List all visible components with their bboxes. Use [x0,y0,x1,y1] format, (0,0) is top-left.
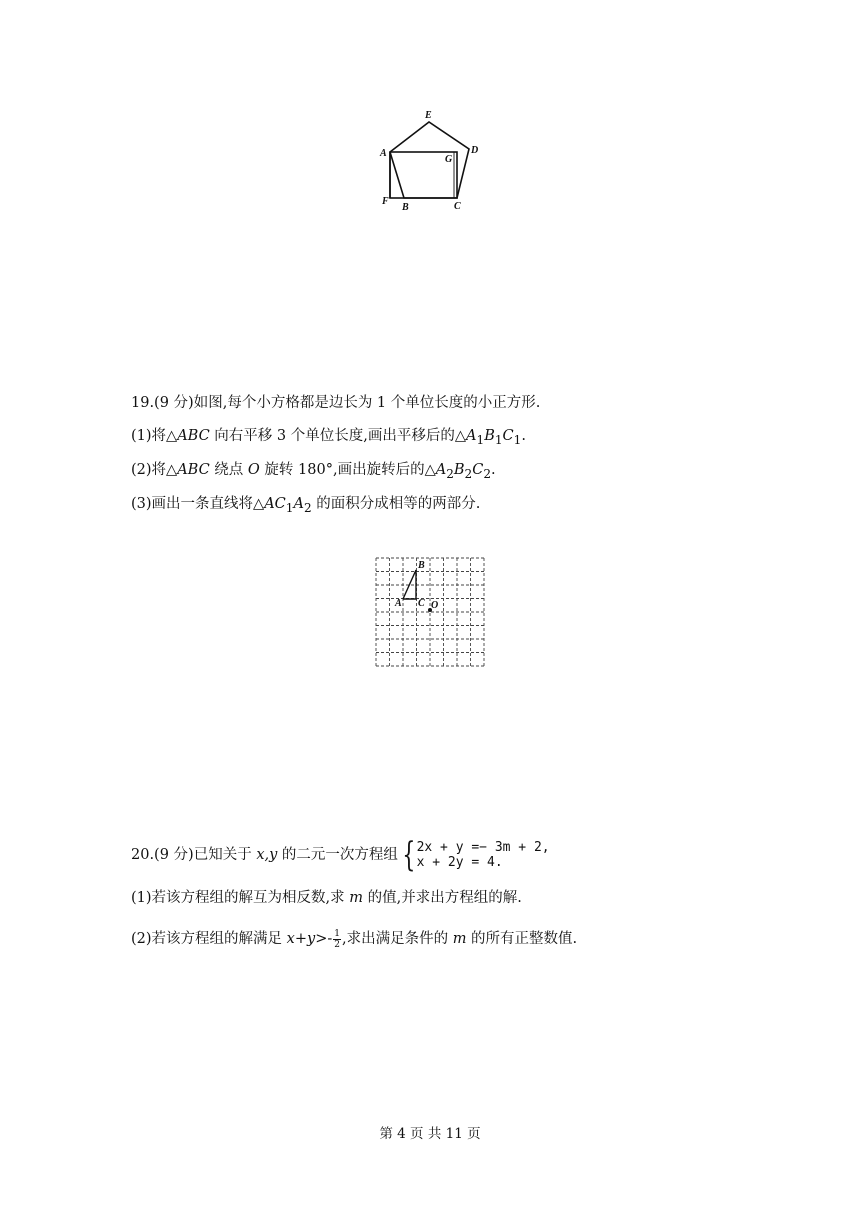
page-footer: 第 4 页 共 11 页 [379,1126,481,1142]
label-a: A [380,148,387,159]
label-d: D [471,145,479,156]
grid-label-c: C [418,598,425,609]
brace-icon: { [402,835,416,875]
q20-stem: 20.(9 分)已知关于 x,y 的二元一次方程组 { 2x + y =− 3m + 2, x + 2y = 4. [131,835,550,875]
q19-part3: (3)画出一条直线将$\triangle AC_1A_2$ 的面积分成相等的两部分. [131,496,481,515]
fraction-one-half: $\frac{1}{2}$ [334,928,340,950]
q20-part2: (2)若该方程组的解满足 x+y>- $\frac{1}{2}$ ,求出满足条件的 m 的所有正整数值. [131,928,578,950]
equation-1: 2x + y =− 3m + 2, [416,840,550,855]
grid-label-b: B [418,560,425,571]
label-c: C [454,201,461,212]
equation-2: x + 2y = 4. [416,855,503,870]
q19-part1: (1)将△ABC 向右平移 3 个单位长度,画出平移后的$\triangle A_1B_1C_1$. [131,428,526,447]
q20-part1: (1)若该方程组的解互为相反数,求 m 的值,并求出方程组的解. [131,890,522,906]
label-f: F [382,196,389,207]
label-e: E [425,110,432,121]
grid-label-a: A [395,598,402,609]
grid-figure [373,555,489,669]
label-g: G [445,154,453,165]
pentagon-figure [376,106,486,214]
label-b: B [402,202,409,213]
triangle-abc [403,570,416,599]
equation-system [398,835,550,875]
q19-part2: (2)将△ABC 绕点 O 旋转 180°,画出旋转后的$\triangle A_2B_2C_2$. [131,462,496,481]
grid-label-o: O [431,600,439,611]
q19-stem: 19.(9 分)如图,每个小方格都是边长为 1 个单位长度的小正方形. [131,395,541,411]
